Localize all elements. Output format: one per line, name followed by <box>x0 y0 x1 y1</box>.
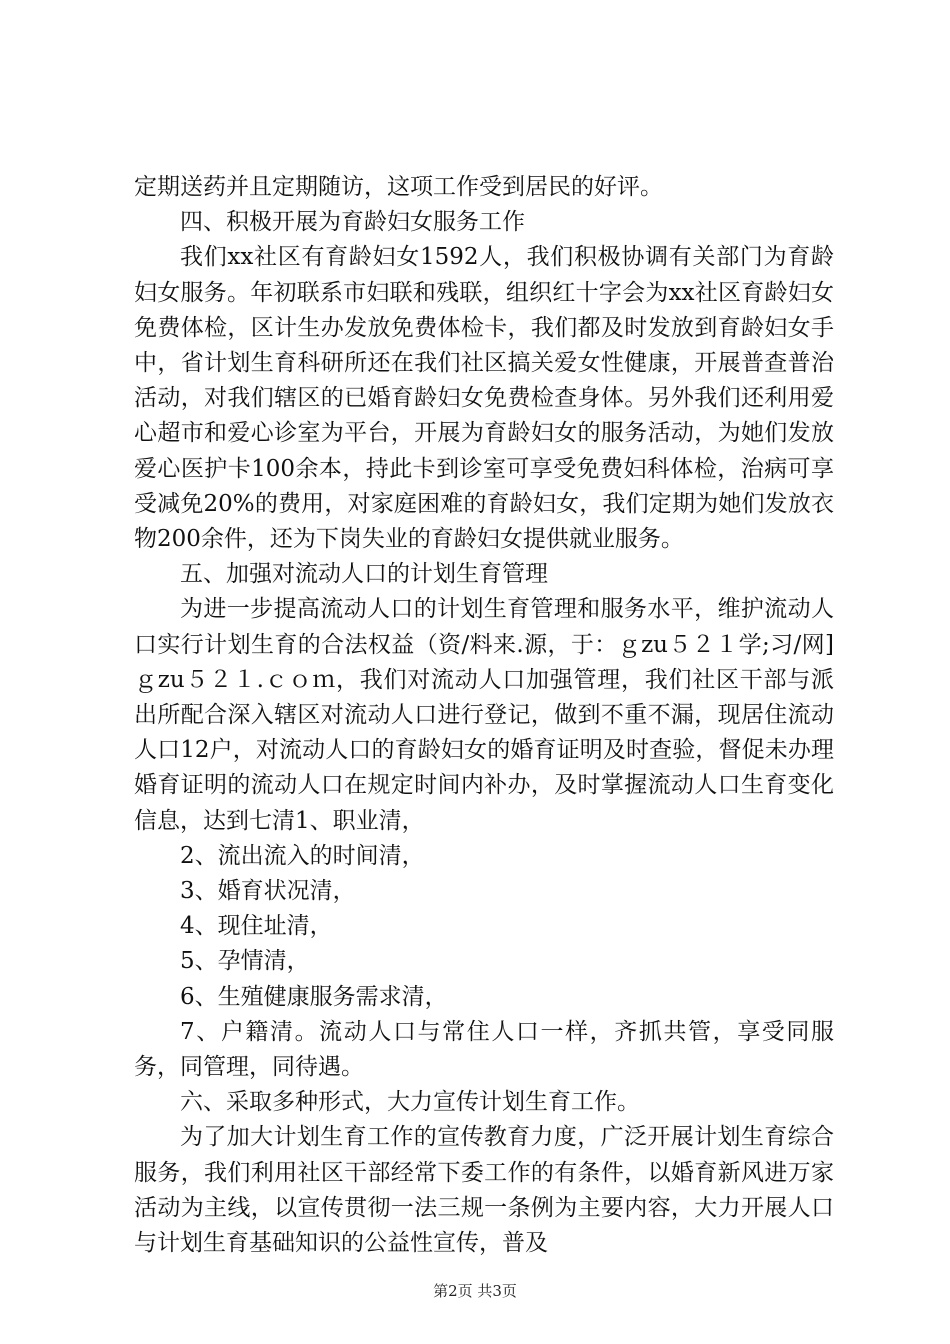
list-item: 5、孕情清， <box>180 948 310 975</box>
paragraph: 为了加大计划生育工作的宣传教育力度，广泛开展计划生育综合服务，我们利用社区干部经常下委工作的有条件，以婚育新风进万家活动为主线，以宣传贯彻一法三规一条例为主要内容，大力开展人口与计划生育基础知识的公益性宣传，普及 <box>134 1124 834 1257</box>
paragraph: 为进一步提高流动人口的计划生育管理和服务水平，维护流动人口实行计划生育的合法权益（资/料来.源，于：ｇzu５２１学;习/网]ｇzu５２１.ｃｏｍ，我们对流动人口加强管理，我们社区干部与派出所配合深入辖区对流动人口进行登记，做到不重不漏，现居住流动人口12户，对流动人口的育龄妇女的婚育证明及时查验，督促未办理婚育证明的流动人口在规定时间内补办，及时掌握流动人口生育变化信息，达到七清1、职业清， <box>134 596 834 834</box>
list-item: 7、户籍清。流动人口与常住人口一样，齐抓共管，享受同服务，同管理，同待遇。 <box>134 1018 834 1081</box>
list-item: 4、现住址清， <box>180 913 333 940</box>
paragraph: 定期送药并且定期随访，这项工作受到居民的好评。 <box>134 174 663 200</box>
section-heading: 四、积极开展为育龄妇女服务工作 <box>180 209 525 236</box>
page-footer: 第2页 共3页 <box>433 1282 517 1300</box>
section-heading: 五、加强对流动人口的计划生育管理 <box>180 561 548 588</box>
list-item: 2、流出流入的时间清， <box>180 842 425 869</box>
section-heading: 六、采取多种形式，大力宣传计划生育工作。 <box>180 1089 640 1116</box>
paragraph: 我们xx社区有育龄妇女1592人，我们积极协调有关部门为育龄妇女服务。年初联系市妇联和残联，组织红十字会为xx社区育龄妇女免费体检，区计生办发放免费体检卡，我们都及时发放到育龄妇女手中，省计划生育科研所还在我们社区搞关爱女性健康，开展普查普治活动，对我们辖区的已婚育龄妇女免费检查身体。另外我们还利用爱心超市和爱心诊室为平台，开展为育龄妇女的服务活动，为她们发放爱心医护卡100余本，持此卡到诊室可享受免费妇科体检，治病可享受减免20%的费用，对家庭困难的育龄妇女，我们定期为她们发放衣物200余件，还为下岗失业的育龄妇女提供就业服务。 <box>134 244 834 553</box>
list-item: 3、婚育状况清， <box>180 878 356 905</box>
list-item: 6、生殖健康服务需求清， <box>180 983 448 1010</box>
document-body <box>134 170 834 1261</box>
